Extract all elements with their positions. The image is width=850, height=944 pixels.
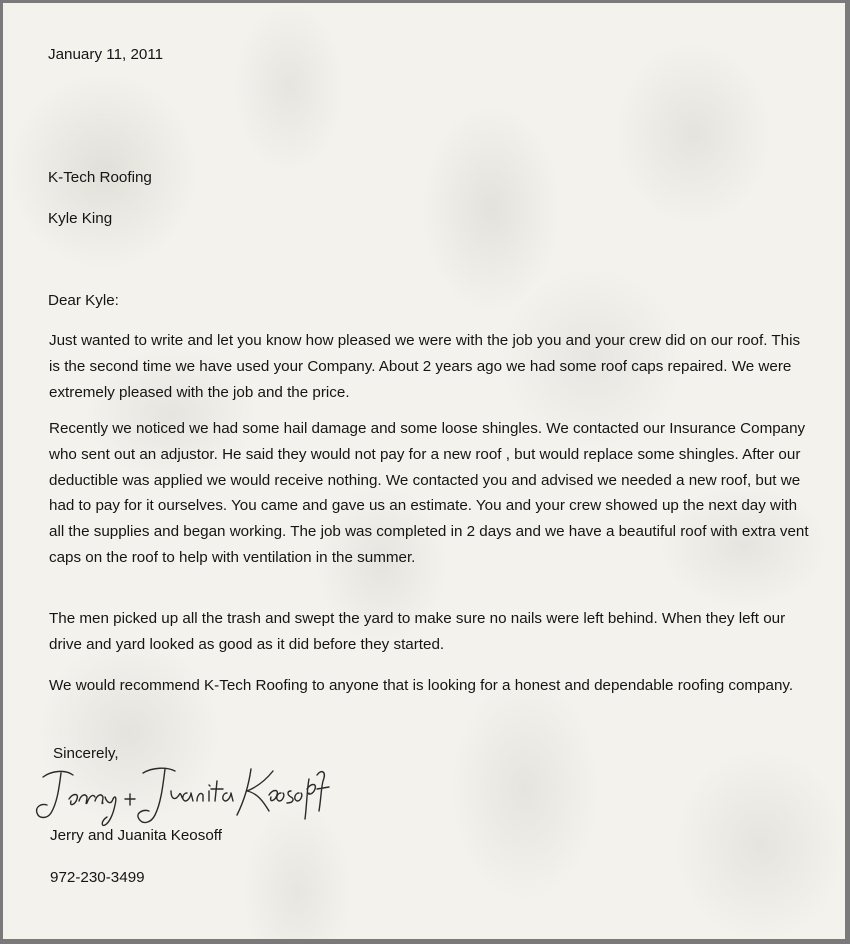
body-paragraph-2: Recently we noticed we had some hail damage and some loose shingles. We contacted our Insurance Company who sent out an adjustor. He said they would not pay for a new roof , but would replace some shingles. After our deductible was applied we would receive nothing. We contacted you and advised we needed a new roof, but we had to pay for it ourselves. You came and gave us an estimate. You and your crew showed up the next day with all the supplies and began working. The job was completed in 2 days and we have a beautiful roof with extra vent caps on the roof to help with ventilation in the summer. (49, 420, 809, 566)
recipient-company: K-Tech Roofing (48, 169, 152, 186)
recipient-name: Kyle King (48, 210, 113, 227)
handwritten-signature (25, 755, 365, 837)
salutation: Dear Kyle: (48, 292, 119, 309)
signer-names: Jerry and Juanita Keosoff (50, 827, 222, 844)
phone-number: 972-230-3499 (50, 869, 145, 886)
letter-date: January 11, 2011 (48, 46, 164, 63)
body-paragraph-3: The men picked up all the trash and swept the yard to make sure no nails were left behind. When they left our drive and yard looked as good as it did before they started. (49, 610, 786, 653)
body-paragraph-4: We would recommend K-Tech Roofing to anyone that is looking for a honest and dependable roofing company. (49, 677, 794, 694)
closing: Sincerely, (53, 745, 119, 762)
body-paragraph-1: Just wanted to write and let you know how pleased we were with the job you and your crew did on our roof. This is the second time we have used your Company. About 2 years ago we had some roof caps repaired. We were extremely pleased with the job and the price. (49, 332, 801, 401)
